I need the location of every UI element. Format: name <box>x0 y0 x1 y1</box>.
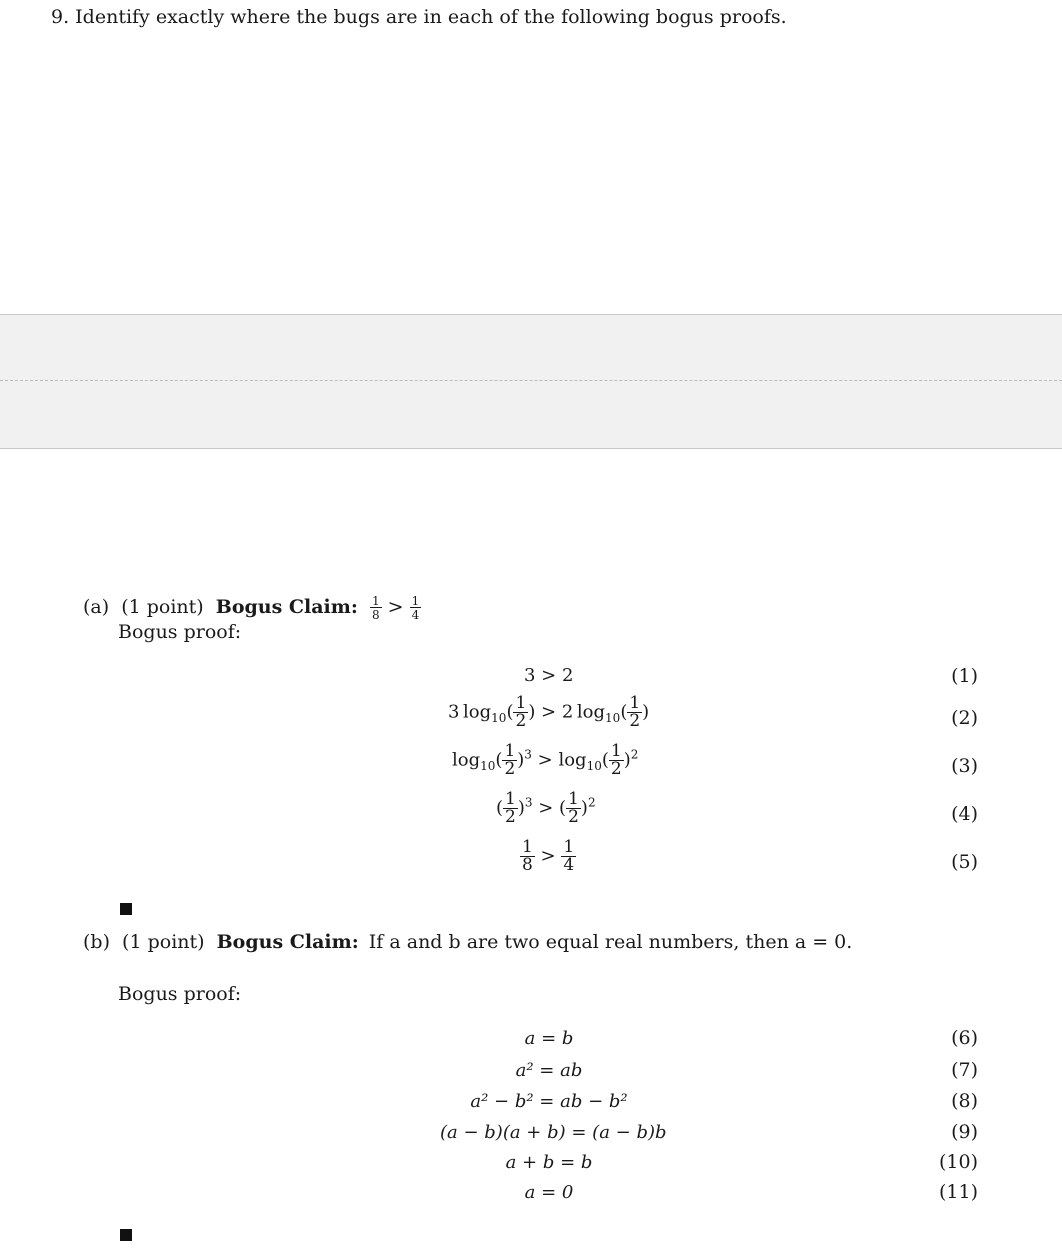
eq-b-7: a² = ab <box>515 1060 583 1081</box>
part-b-claim-text: If a and b are two equal real numbers, then a = 0. <box>368 931 853 953</box>
eq-a-3: $\log_{10}$( $\frac{1}{2}$ )$^3 > \log_{10}$( $\frac{1}{2}$ )$^2$ <box>452 741 639 779</box>
qed-square-icon <box>120 903 132 915</box>
eq-b-10: a + b = b <box>505 1152 593 1173</box>
part-a-claim-lhs: $\frac{1}{8}$ <box>371 594 380 622</box>
eq-number: (7) <box>951 1059 978 1081</box>
eq-number: (6) <box>951 1027 978 1049</box>
eq-number: (3) <box>951 755 978 777</box>
eq-number: (10) <box>938 1151 978 1173</box>
part-b-points: (1 point) <box>122 931 205 953</box>
question-title: 9. Identify exactly where the bugs are in each of the following bogus proofs. <box>51 6 787 28</box>
eq-b-6: a = b <box>524 1028 574 1049</box>
part-b-header <box>83 931 852 953</box>
eq-b-8: a² − b² = ab − b² <box>470 1091 628 1112</box>
eq-number: (4) <box>951 803 978 825</box>
qed-square-icon <box>120 1229 132 1241</box>
eq-a-4: ( $\frac{1}{2}$ )$^3$ > ( $\frac{1}{2}$ )$^2$ <box>496 789 596 827</box>
part-a-proof-label: Bogus proof: <box>118 621 242 643</box>
eq-number: (11) <box>938 1181 978 1203</box>
eq-number: (2) <box>951 707 978 729</box>
part-a-claim-rel: > <box>387 596 404 618</box>
eq-a-5: $\frac{1}{8}$ > $\frac{1}{4}$ <box>522 837 575 875</box>
eq-number: (8) <box>951 1090 978 1112</box>
eq-a-1: 3 > 2 <box>524 665 574 686</box>
part-a-header <box>83 595 421 621</box>
eq-number: (5) <box>951 851 978 873</box>
part-b-claim-label: Bogus Claim: <box>216 931 359 953</box>
eq-number: (9) <box>951 1121 978 1143</box>
eq-b-9: (a − b)(a + b) = (a − b)b <box>440 1122 667 1143</box>
eq-b-11: a = 0 <box>524 1182 574 1203</box>
dashed-divider <box>0 380 1062 381</box>
part-b-label: (b) <box>83 931 110 953</box>
part-a-label: (a) <box>83 596 110 618</box>
part-a-points: (1 point) <box>121 596 204 618</box>
answer-band <box>0 314 1062 449</box>
part-a-claim-label: Bogus Claim: <box>215 596 358 618</box>
part-b-proof-label: Bogus proof: <box>118 983 242 1005</box>
eq-a-2: 3 $\log_{10}$( $\frac{1}{2}$ ) > 2 $\log_{10}$( $\frac{1}{2}$ ) <box>448 693 650 731</box>
eq-number: (1) <box>951 665 978 687</box>
part-a-claim-rhs: $\frac{1}{4}$ <box>411 594 420 622</box>
